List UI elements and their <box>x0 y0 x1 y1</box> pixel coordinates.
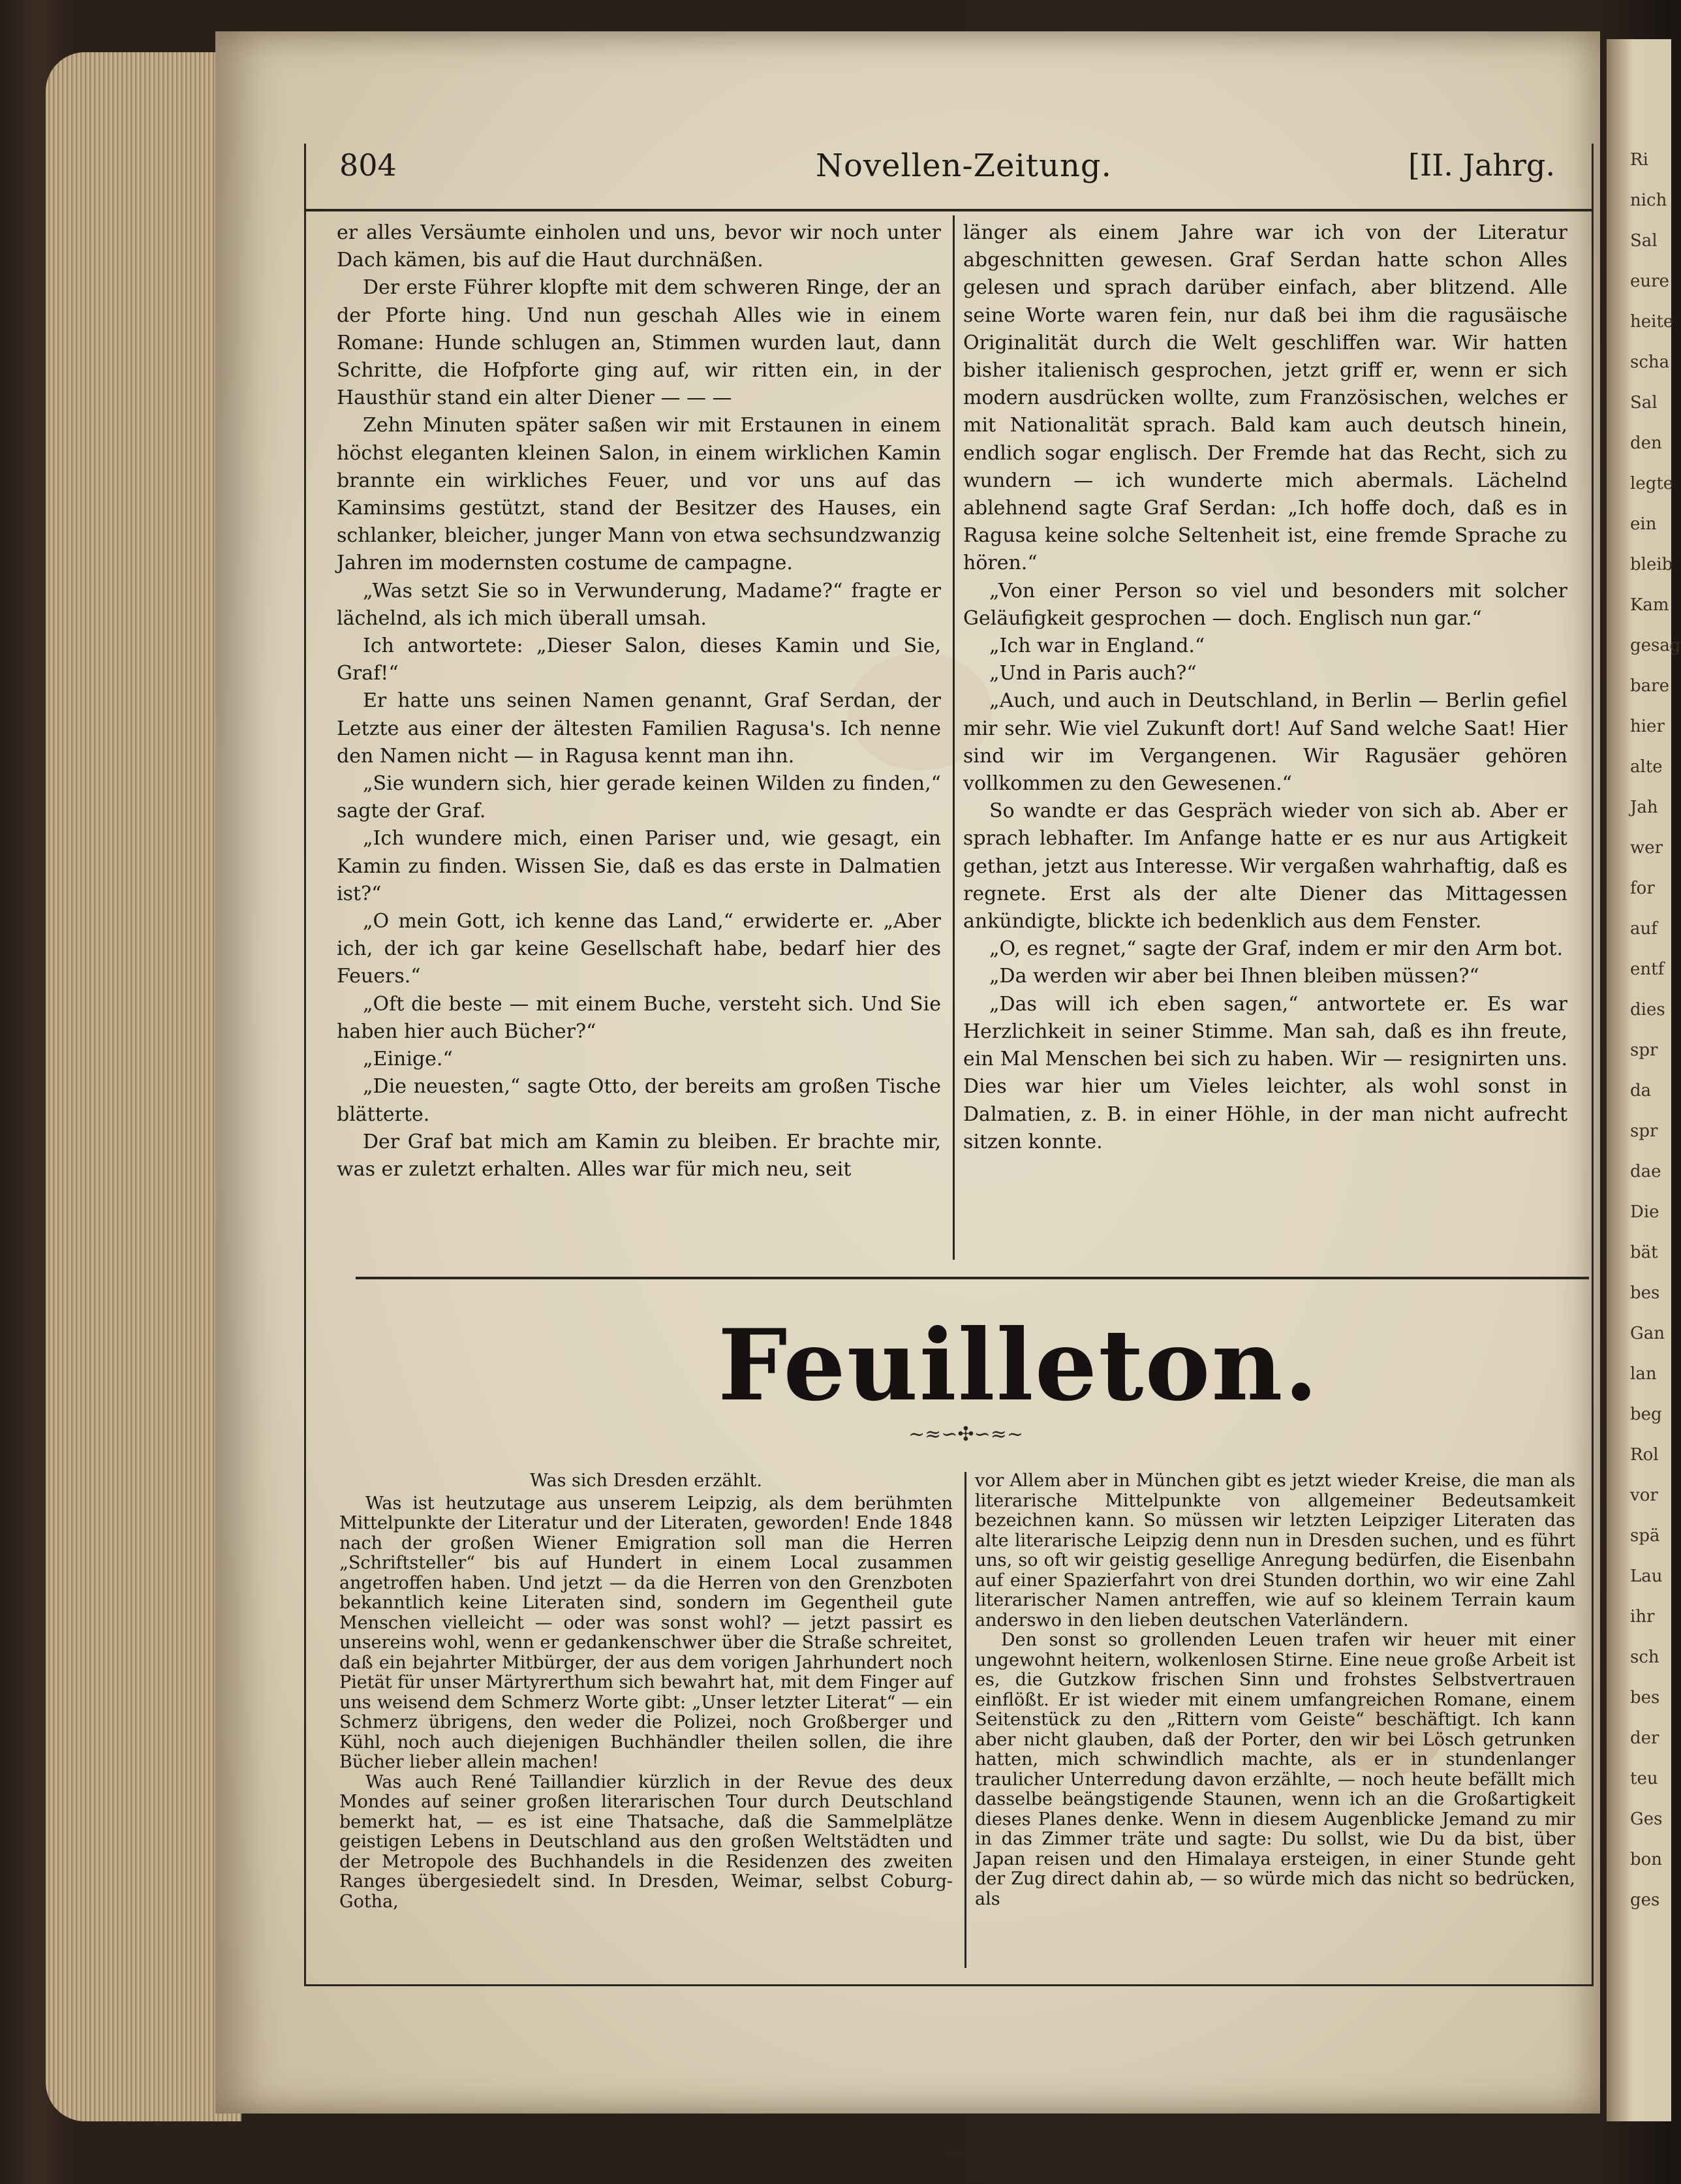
facing-page-fragment: Die <box>1630 1202 1659 1222</box>
paragraph: „Ich wundere mich, einen Pariser und, wie gesagt, ein Kamin zu finden. Wissen Sie, daß es das erste in Dalmatien ist?“ <box>337 827 941 905</box>
facing-page-fragment: nich <box>1630 191 1667 210</box>
paragraph: vor Allem aber in München gibt es jetzt wieder Kreise, die man als literarische Mittelpunkte von allgemeiner Bedeutsamkeit bezeichnen kann. So müssen wir letzten Leipziger Literaten das alte literarische Leipzig denn nun in Dresden suchen, und es führt uns, so oft wir geistig gesellige Anregung bedürfen, die Eisenbahn auf einer Spazierfahrt von drei Stunden dorthin, wo wir eine Zahl literarischer Namen antreffen, wie auf so kleinem Terrain kaum anderswo in den lieben deutschen Vaterländern. <box>975 1471 1575 1630</box>
facing-page-fragment: lan <box>1630 1364 1657 1384</box>
paragraph: „O mein Gott, ich kenne das Land,“ erwiderte er. „Aber ich, der ich gar keine Gesellschaft habe, bedarf hier des Feuers.“ <box>337 910 941 988</box>
facing-page-fragment: auf <box>1630 919 1658 939</box>
facing-page-fragment: Kam <box>1630 595 1669 615</box>
feuilleton-left-column <box>339 1471 953 1912</box>
page-number: 804 <box>339 148 397 183</box>
upper-right-column <box>963 219 1567 1156</box>
column-rule <box>964 1472 966 1968</box>
facing-page-fragment: bät <box>1630 1243 1658 1262</box>
feuilleton-subheading: Was sich Dresden erzählt. <box>530 1471 762 1491</box>
facing-page-fragment: bleib <box>1630 555 1673 574</box>
volume-year: [II. Jahrg. <box>1408 148 1556 183</box>
paragraph: „Ich war in England.“ <box>989 634 1205 658</box>
facing-page-fragment: der <box>1630 1728 1659 1748</box>
paragraph: „Einige.“ <box>363 1048 453 1071</box>
facing-page-fragment: spr <box>1630 1121 1658 1141</box>
facing-page-fragment: Rol <box>1630 1445 1659 1465</box>
paragraph: Zehn Minuten später saßen wir mit Erstaunen in einem höchst eleganten kleinen Salon, in einem wirklichen Kamin brannte ein wirkliches Feuer, und vor uns auf das Kaminsims gestützt, stand der Besitzer des Hauses, ein schlanker, bleicher, junger Mann von etwa sechsundzwanzig Jahren im modernsten costume de campagne. <box>337 414 941 575</box>
facing-page-fragment: beg <box>1630 1405 1662 1424</box>
facing-page-fragment: vor <box>1630 1486 1658 1505</box>
facing-page-fragment: bon <box>1630 1850 1663 1869</box>
facing-page-fragment: dae <box>1630 1162 1661 1181</box>
paragraph: Der erste Führer klopfte mit dem schweren Ringe, der an der Pforte hing. Und nun geschah Alles wie in einem Romane: Hunde schlugen an, Stimmen wurden laut, dann Schritte, die Hofpforte ging auf, wir ritten ein, in der Hausthür stand ein alter Diener — — — <box>337 276 941 410</box>
paragraph: „Die neuesten,“ sagte Otto, der bereits am großen Tische blätterte. <box>337 1075 941 1126</box>
paragraph: „Und in Paris auch?“ <box>989 662 1197 685</box>
paragraph: „Da werden wir aber bei Ihnen bleiben müssen?“ <box>989 965 1479 988</box>
facing-page-fragment: den <box>1630 433 1662 453</box>
facing-page-fragment: Ri <box>1630 150 1648 170</box>
paragraph: „Von einer Person so viel und besonders mit solcher Geläufigkeit gesprochen — doch. Englisch nun gar.“ <box>963 579 1567 630</box>
facing-page-fragment: bes <box>1630 1283 1660 1303</box>
facing-page-fragment: entf <box>1630 959 1665 979</box>
facing-page-fragment: spä <box>1630 1526 1660 1546</box>
paragraph: So wandte er das Gespräch wieder von sich ab. Aber er sprach lebhafter. Im Anfange hatte er es nur aus Artigkeit gethan, jetzt aus Interesse. Wir vergaßen wahrhaftig, daß es regnete. Erst als der alte Diener das Mittagessen ankündigte, blickte ich bedenklich aus dem Fenster. <box>963 800 1567 933</box>
facing-page-fragment: Sal <box>1630 231 1658 251</box>
facing-page-fragment: bare <box>1630 676 1669 696</box>
facing-page-fragment: for <box>1630 879 1655 898</box>
facing-page-fragment: wer <box>1630 838 1663 858</box>
paragraph: Was auch René Taillandier kürzlich in der Revue des deux Mondes auf seiner großen literarischen Tour durch Deutschland bemerkt hat, — es ist eine Thatsache, daß die Sammelplätze geistigen Lebens in Deutschland aus den großen Weltstädten und der Metropole des Buchhandels in die Residenzen des zweiten Ranges übergesiedelt sind. In Dresden, Weimar, selbst Coburg-Gotha, <box>339 1771 953 1912</box>
paragraph: Was ist heutzutage aus unserem Leipzig, als dem berühmten Mittelpunkte der Literatur und der Literaten, geworden! Ende 1848 nach der großen Wiener Emigration soll man die Herren „Schriftsteller“ bis auf Hundert in einem Local zusammen angetroffen haben. Und jetzt — da die Herren von den Grenzboten bekanntlich keine Literaten sind, sondern im Gegentheil gute Menschen vielleicht — oder was sonst wohl? — jetzt passirt es unsereins wohl, wenn er gedankenschwer über die Straße schreitet, daß ein bejahrter Mitbürger, der aus dem vorigen Jahrhundert noch Pietät für unser Märtyrerthum sich bewahrt hat, mit dem Finger auf uns weisend dem Schmerz Worte gibt: „Unser letzter Literat“ — ein Schmerz übrigens, den weder die Polizei, noch Großberger und Kühl, noch auch diejenigen Buchhändler theilen sollen, die ihre Bücher lieber allein machen! <box>339 1493 953 1772</box>
page-edges <box>46 52 241 2121</box>
facing-page-fragment: bes <box>1630 1688 1660 1708</box>
paragraph: „Was setzt Sie so in Verwunderung, Madame?“ fragte er lächelnd, als ich mich überall umsah. <box>337 579 941 630</box>
paragraph: länger als einem Jahre war ich von der Literatur abgeschnitten gewesen. Graf Serdan hatte schon Alles gelesen und sprach darüber einfach, aber blitzend. Alle seine Worte waren fein, nur daß bei ihm die ragusäische Originalität durch die Welt geschliffen war. Wir hatten bisher italienisch gesprochen, jetzt griff er, wenn er sich modern ausdrücken wollte, zum Französischen, welches er mit Nationalität sprach. Bald kam auch deutsch hinein, endlich sogar englisch. Der Fremde hat das Recht, sich zu wundern — ich wunderte mich abermals. Lächelnd ablehnend sagte Graf Serdan: „Ich hoffe doch, daß es in Ragusa keine solche Seltenheit ist, eine fremde Sprache zu hören.“ <box>963 221 1567 575</box>
column-rule <box>953 215 955 1260</box>
facing-page-fragment: legte <box>1630 474 1674 493</box>
ornament-divider: ~≈∽✣∽≈~ <box>908 1423 1023 1446</box>
facing-page-fragment: gesag <box>1630 636 1681 655</box>
section-rule <box>356 1277 1589 1279</box>
paragraph: Ich antwortete: „Dieser Salon, dieses Kamin und Sie, Graf!“ <box>337 634 941 685</box>
facing-page-fragment: spr <box>1630 1040 1658 1060</box>
feuilleton-right-column <box>975 1471 1575 1909</box>
facing-page-fragment: ges <box>1630 1890 1660 1910</box>
facing-page-fragment: Sal <box>1630 393 1658 413</box>
facing-page-fragment: Jah <box>1630 798 1658 817</box>
paragraph: „Oft die beste — mit einem Buche, versteht sich. Und Sie haben hier auch Bücher?“ <box>337 992 941 1043</box>
facing-page-fragment: hier <box>1630 717 1665 736</box>
facing-page-fragment: ein <box>1630 514 1657 534</box>
facing-page-fragment: Lau <box>1630 1567 1663 1586</box>
feuilleton-heading: Feuilleton. <box>718 1308 1319 1423</box>
running-title: Novellen-Zeitung. <box>816 148 1112 184</box>
facing-page-fragment: ihr <box>1630 1607 1655 1627</box>
paragraph: er alles Versäumte einholen und uns, bevor wir noch unter Dach kämen, bis auf die Haut durchnäßen. <box>337 221 941 272</box>
paragraph: Den sonst so grollenden Leuen trafen wir heuer mit einer ungewohnt heitern, wolkenlosen Stirne. Eine neue große Arbeit ist es, die Gutzkow frischen Sinn und frohstes Selbstvertrauen einflößt. Er ist wieder mit einem umfangreichen Romane, einem Seitenstück zu den „Rittern vom Geiste“ beschäftigt. Ich kann aber nicht glauben, daß der Porter, den wir bei Lösch getrunken hatten, mich schwindlich machte, als er in stundenlanger traulicher Unterredung davon erzählte, — noch heute befällt mich dasselbe beängstigende Staunen, wenn ich an die Großartigkeit dieses Planes denke. Wenn in diesem Augenblicke Jemand zu mir in das Zimmer träte und sagte: Du sollst, wie Du da bist, über Japan reisen und den Himalaya ersteigen, in einer Stunde geht der Zug direct dahin ab, — so würde mich das nicht so bedrücken, als <box>975 1630 1575 1909</box>
paragraph: „O, es regnet,“ sagte der Graf, indem er mir den Arm bot. <box>989 937 1564 961</box>
facing-page-fragment: scha <box>1630 352 1670 372</box>
upper-left-column <box>337 219 941 1183</box>
facing-page-fragment: sch <box>1630 1647 1659 1667</box>
facing-page-fragment: teu <box>1630 1769 1658 1788</box>
facing-page-fragment: eure <box>1630 272 1669 291</box>
facing-page-fragment: Gan <box>1630 1324 1665 1343</box>
paragraph: Er hatte uns seinen Namen genannt, Graf Serdan, der Letzte aus einer der ältesten Familien Ragusa's. Ich nenne den Namen nicht — in Ragusa kennt man ihn. <box>337 689 941 768</box>
paragraph: „Das will ich eben sagen,“ antwortete er. Es war Herzlichkeit in seiner Stimme. Man sah, daß es ihn freute, ein Mal Menschen bei sich zu haben. Wir — resignirten uns. Dies war hier um Vieles leichter, als wohl sonst in Dalmatien, z. B. in einer Höhle, in der man nicht aufrecht sitzen konnte. <box>963 992 1567 1153</box>
paragraph: „Sie wundern sich, hier gerade keinen Wilden zu finden,“ sagte der Graf. <box>337 772 941 823</box>
facing-page-fragment: alte <box>1630 757 1663 777</box>
facing-page-fragment: Ges <box>1630 1809 1663 1829</box>
paragraph: „Auch, und auch in Deutschland, in Berlin — Berlin gefiel mir sehr. Wie viel Zukunft dort! Auf Sand welche Saat! Hier sind wir im Vergangenen. Wir Ragusäer gehören vollkommen zu den Gewesenen.“ <box>963 689 1567 796</box>
facing-page-fragment: dies <box>1630 1000 1665 1020</box>
paragraph: Der Graf bat mich am Kamin zu bleiben. Er brachte mir, was er zuletzt erhalten. Alles war für mich neu, seit <box>337 1130 941 1181</box>
facing-page-fragment: da <box>1630 1081 1652 1100</box>
facing-page-fragment: heite <box>1630 312 1674 332</box>
